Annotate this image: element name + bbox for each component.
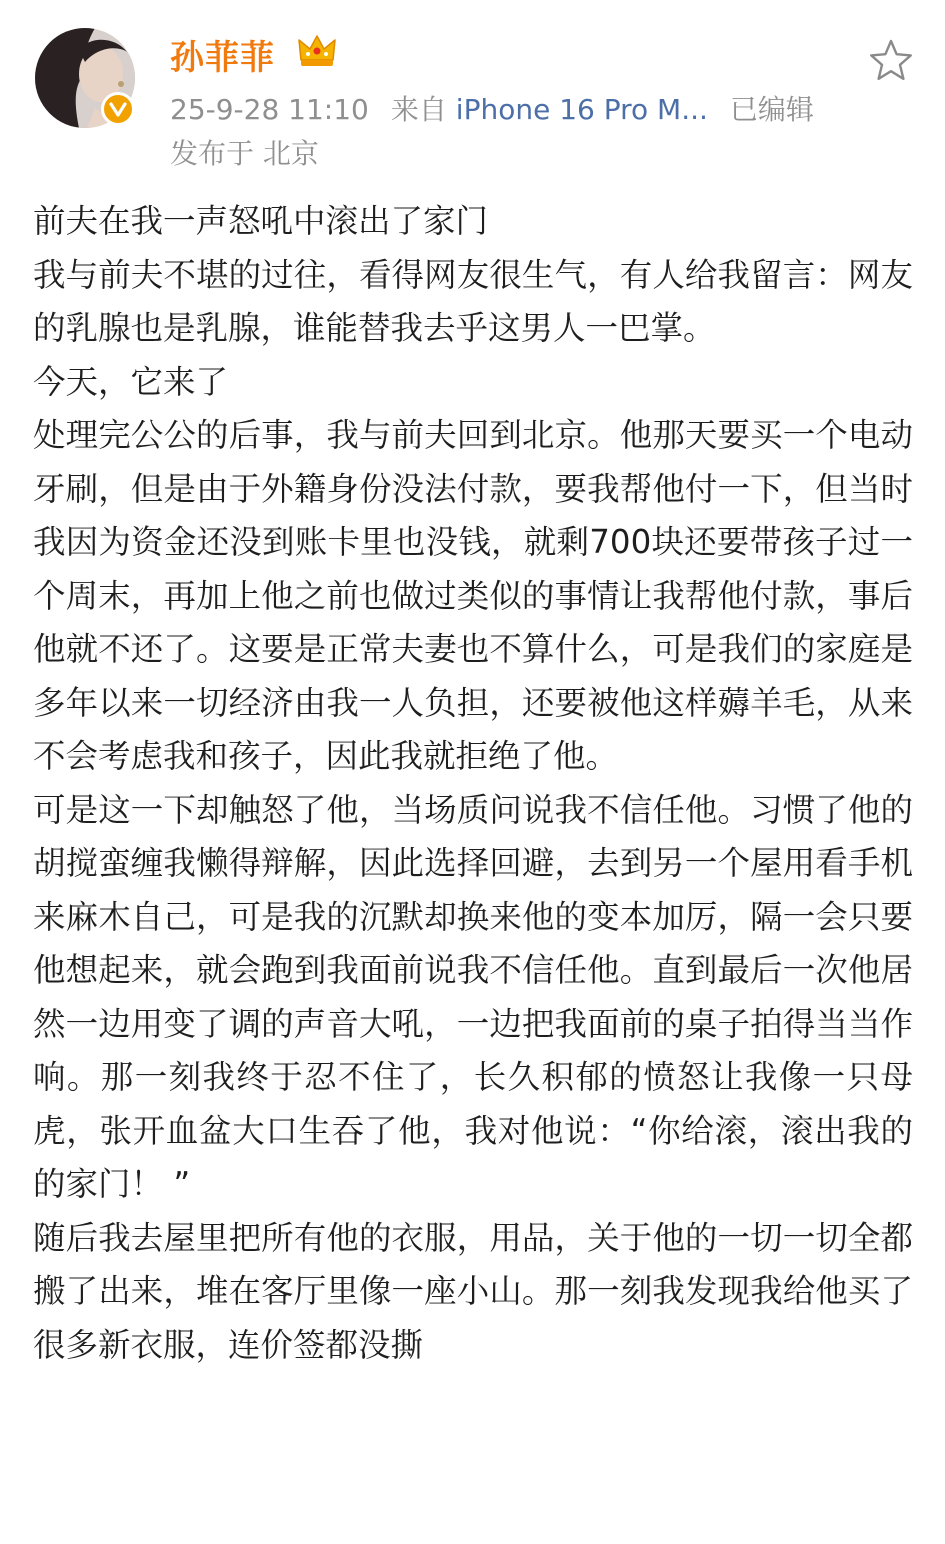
post-meta: [170, 88, 814, 128]
paragraph-title: 前夫在我一声怒吼中滚出了家门: [33, 202, 489, 240]
paragraph: 随后我去屋里把所有他的衣服，用品，关于他的一切一切全都搬了出来，堆在客厅里像一座小山。那一刻我发现我给他买了很多新衣服，连价签都没撕: [33, 1218, 913, 1364]
source-prefix: 来自: [390, 93, 447, 126]
device-link[interactable]: iPhone 16 Pro M...: [455, 93, 708, 126]
crown-icon: [297, 32, 337, 68]
author-name[interactable]: 孙菲菲: [170, 38, 275, 78]
post-header: [0, 0, 945, 180]
post-location: 发布于 北京: [170, 137, 319, 170]
post-timestamp: 25-9-28 11:10: [170, 93, 369, 126]
verified-badge-icon: [101, 92, 135, 126]
star-icon[interactable]: [868, 38, 914, 82]
paragraph: 处理完公公的后事，我与前夫回到北京。他那天要买一个电动牙刷，但是由于外籍身份没法付款，要我帮他付一下，但当时我因为资金还没到账卡里也没钱，就剩700块还要带孩子过一个周末，再加上他之前也做过类似的事情让我帮他付款，事后他就不还了。这要是正常夫妻也不算什么，可是我们的家庭是多年以来一切经济由我一人负担，还要被他这样薅羊毛，从来不会考虑我和孩子，因此我就拒绝了他。: [33, 416, 913, 775]
post-content: [33, 195, 913, 1372]
edited-label[interactable]: 已编辑: [729, 93, 814, 126]
paragraph: 今天，它来了: [33, 362, 229, 401]
paragraph: 可是这一下却触怒了他，当场质问说我不信任他。习惯了他的胡搅蛮缠我懒得辩解，因此选择回避，去到另一个屋用看手机来麻木自己，可是我的沉默却换来他的变本加厉，隔一会只要他想起来，就会跑到我面前说我不信任他。直到最后一次他居然一边用变了调的声音大吼，一边把我面前的桌子拍得当当作响。那一刻我终于忍不住了，长久积郁的愤怒让我像一只母虎，张开血盆大口生吞了他，我对他说：“你给滚，滚出我的的家门！ ”: [33, 790, 913, 1203]
paragraph: 我与前夫不堪的过往，看得网友很生气，有人给我留言：网友的乳腺也是乳腺，谁能替我去乎这男人一巴掌。: [33, 255, 913, 347]
